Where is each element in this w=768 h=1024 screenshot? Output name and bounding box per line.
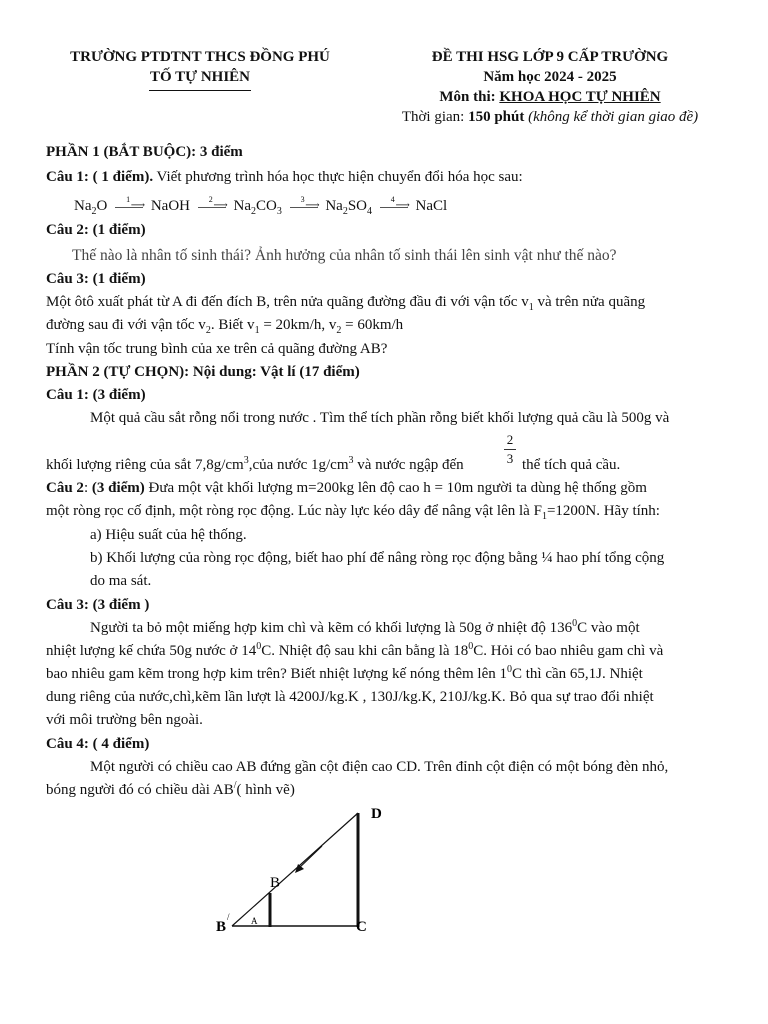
text-run: Một ôtô xuất phát từ A đi đến đích B, trên nửa quãng đường đầu đi với vận tốc v xyxy=(46,294,529,310)
text-run: một ròng rọc cố định, một ròng rọc động. Lúc này lực kéo dây để nâng vật lên là F xyxy=(46,503,542,519)
subscript: 2 xyxy=(336,325,342,336)
light-ray-line xyxy=(232,813,358,926)
label-d: D xyxy=(371,806,382,822)
fraction-denominator: 3 xyxy=(506,451,514,466)
chem-symbol: SO xyxy=(347,198,368,214)
reaction-arrow-1: 1 ⟶ xyxy=(115,205,143,208)
text-run: đường sau đi với vận tốc v xyxy=(46,317,206,333)
text-run: nhiệt lượng kế chứa 50g nước ở 14 xyxy=(46,643,257,659)
chem-symbol: CO xyxy=(256,198,277,214)
text-run: : xyxy=(83,480,92,496)
subscript: 1 xyxy=(528,302,534,313)
part2-q1-line2-end: thể tích quả cầu. xyxy=(522,457,621,473)
part2-q4-line1: Một người có chiều cao AB đứng gần cột điện cao CD. Trên đỉnh cột điện có một bóng đèn nhỏ, xyxy=(90,759,669,775)
part2-q2-label: Câu 2 xyxy=(46,480,84,496)
text-run: Người ta bỏ một miếng hợp kim chì và kẽm có khối lượng là 50g ở nhiệt độ 136 xyxy=(90,620,573,636)
text-run: bóng người đó có chiều dài AB xyxy=(46,782,234,798)
label-c: C xyxy=(356,919,367,935)
part2-q2-b-line2: do ma sát. xyxy=(90,573,152,589)
part2-q4-label: Câu 4: ( 4 điểm) xyxy=(46,736,150,752)
text-run: C thì cần 65,1J. Nhiệt xyxy=(512,666,643,682)
arrow-number: 4 xyxy=(390,195,395,205)
part2-q3-label: Câu 3: (3 điểm ) xyxy=(46,597,150,613)
chem-subscript: 4 xyxy=(367,206,373,217)
reaction-arrow-3: 3 ⟶ xyxy=(290,205,318,208)
text-run: và nước ngập đến xyxy=(353,457,464,473)
reaction-arrow-2: 2 ⟶ xyxy=(198,205,226,208)
superscript: 3 xyxy=(243,455,249,466)
superscript: 0 xyxy=(256,641,262,652)
part1-title: PHẦN 1 (BẮT BUỘC): 3 điểm xyxy=(46,144,243,160)
department-name: TỐ TỰ NHIÊN xyxy=(149,69,251,85)
arrow-number: 1 xyxy=(126,195,131,205)
text-run: Đưa một vật khối lượng m=200kg lên độ cao h = 10m người ta dùng hệ thống gồm xyxy=(144,480,647,496)
part1-q1-text: Viết phương trình hóa học thực hiện chuyển đổi hóa học sau: xyxy=(153,169,523,185)
school-name: TRƯỜNG PTDTNT THCS ĐỒNG PHÚ xyxy=(70,49,330,65)
part1-q3-label: Câu 3: (1 điểm) xyxy=(46,271,146,287)
exam-title: ĐỀ THI HSG LỚP 9 CẤP TRƯỜNG xyxy=(431,49,669,65)
superscript: 0 xyxy=(507,664,512,675)
chem-nacl: NaCl xyxy=(415,198,448,214)
subject-label: Môn thi: xyxy=(439,89,500,105)
part2-q2-b-line1: b) Khối lượng của ròng rọc động, biết hao phí để nâng ròng rọc động bằng ¼ hao phí tổng cộng xyxy=(90,550,665,566)
chem-symbol: O xyxy=(96,198,108,214)
arrow-number: 2 xyxy=(208,195,213,205)
superscript: 0 xyxy=(572,618,578,629)
part2-q3-line4: dung riêng của nước,chì,kẽm lần lượt là 4200J/kg.K , 130J/kg.K, 210J/kg.K. Bỏ qua sự trao đổi nhiệt xyxy=(46,689,654,705)
part2-q3-line5: với môi trường bên ngoài. xyxy=(46,712,203,728)
time-value: 150 phút xyxy=(468,109,525,125)
part2-q1-line1: Một quả cầu sắt rỗng nổi trong nước . Tìm thể tích phần rỗng biết khối lượng quả cầu là 500g và xyxy=(90,410,670,426)
label-a: A xyxy=(251,916,258,926)
text-run: khối lượng riêng của sắt 7,8g/cm xyxy=(46,457,244,473)
text-run: C vào một xyxy=(577,620,640,636)
chem-naoh: NaOH xyxy=(150,198,190,214)
part1-q1-label: Câu 1: ( 1 điểm). xyxy=(46,169,154,185)
text-run: ( hình vẽ) xyxy=(236,782,295,798)
chem-symbol: Na xyxy=(74,198,92,214)
reaction-arrow-4: 4 ⟶ xyxy=(380,205,408,208)
text-run: C. Hỏi có bao nhiêu gam chì và xyxy=(473,643,664,659)
part2-q1-label: Câu 1: (3 điểm) xyxy=(46,387,146,403)
chem-subscript: 2 xyxy=(91,206,97,217)
chem-subscript: 2 xyxy=(342,206,348,217)
subscript: 2 xyxy=(205,325,211,336)
fraction-numerator: 2 xyxy=(506,432,514,447)
part1-q2-text: Thế nào là nhân tố sinh thái? Ảnh hưởng của nhân tố sinh thái lên sinh vật như thế nào? xyxy=(72,247,617,264)
part2-title: PHẦN 2 (TỰ CHỌN): Nội dung: Vật lí (17 điểm) xyxy=(46,364,360,380)
chem-symbol: Na xyxy=(325,198,343,214)
subscript: 1 xyxy=(541,511,547,522)
part1-q3-line3: Tính vận tốc trung bình của xe trên cả quãng đường AB? xyxy=(46,341,388,357)
time-note: (không kể thời gian giao đề) xyxy=(524,109,699,125)
subscript: 1 xyxy=(254,325,260,336)
chem-symbol: Na xyxy=(233,198,251,214)
subject-name: KHOA HỌC TỰ NHIÊN xyxy=(499,89,661,105)
chem-subscript: 2 xyxy=(251,206,256,217)
label-b: B xyxy=(270,875,281,891)
text-run: C. Nhiệt độ sau khi cân bằng là 18 xyxy=(261,643,469,659)
text-run: = 20km/h, v xyxy=(259,317,337,333)
part1-q2-label: Câu 2: (1 điểm) xyxy=(46,222,146,238)
label-b-prime-mark: / xyxy=(227,912,230,922)
superscript: 0 xyxy=(468,641,474,652)
text-run: bao nhiêu gam kẽm trong hợp kim trên? Biết nhiệt lượng kế nóng thêm lên 1 xyxy=(46,666,507,682)
part2-q2-points: (3 điểm) xyxy=(91,480,145,496)
text-run: = 60km/h xyxy=(341,317,404,333)
text-run: . Biết v xyxy=(210,317,255,333)
text-run: và trên nửa quãng xyxy=(533,294,646,310)
text-run: =1200N. Hãy tính: xyxy=(546,503,660,519)
school-year: Năm học 2024 - 2025 xyxy=(483,69,617,85)
superscript: / xyxy=(233,780,237,791)
part2-q2-a: a) Hiệu suất của hệ thống. xyxy=(90,527,247,543)
text-run: ,của nước 1g/cm xyxy=(248,457,349,473)
label-b-prime: B xyxy=(216,919,227,935)
superscript: 3 xyxy=(348,455,354,466)
chem-subscript: 3 xyxy=(276,206,282,217)
arrow-number: 3 xyxy=(300,195,305,205)
time-label: Thời gian: xyxy=(401,109,469,125)
